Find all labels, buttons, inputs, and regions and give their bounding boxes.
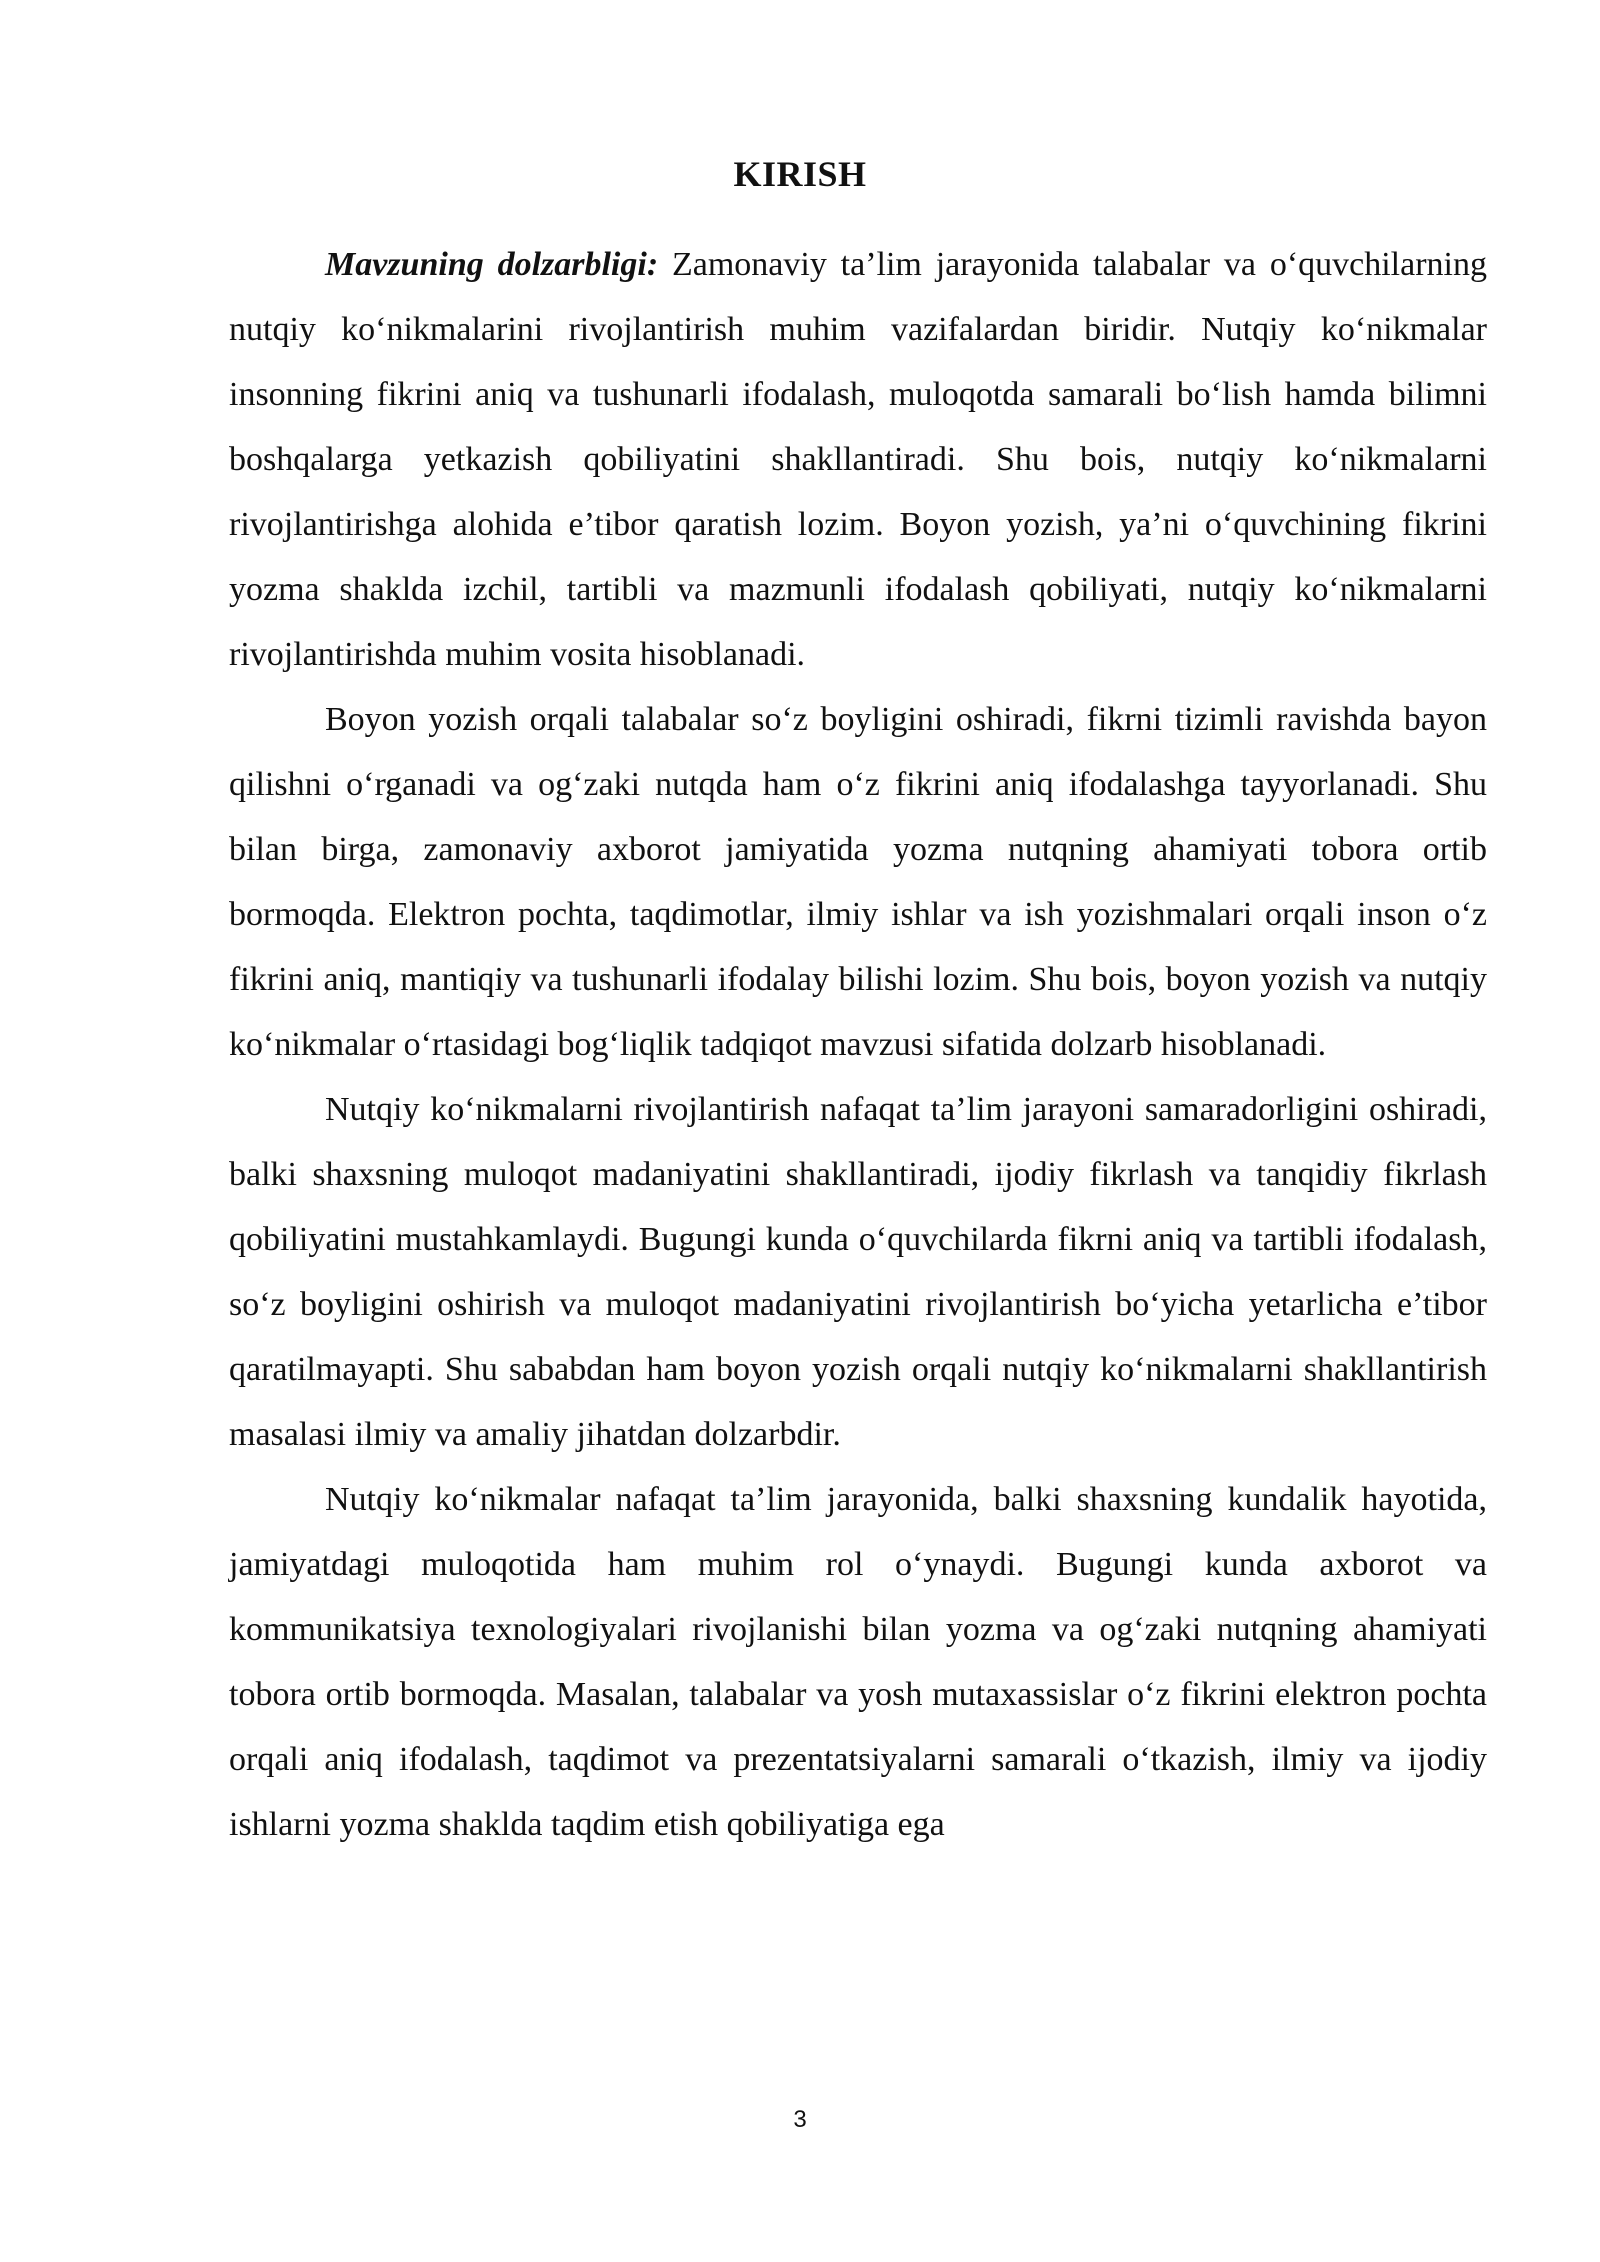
- body-text: [229, 232, 1487, 1857]
- paragraph: Boyon yozish orqali talabalar so‘z boyligini oshiradi, fikrni tizimli ravishda bayon qilishni o‘rganadi va og‘zaki nutqda ham o‘z fikrini aniq ifodalashga tayyorlanadi. Shu bilan birga, zamonaviy axborot jamiyatida yozma nutqning ahamiyati tobora ortib bormoqda. Elektron pochta, taqdimotlar, ilmiy ishlar va ish yozishmalari orqali inson o‘z fikrini aniq, mantiqiy va tushunarli ifodalay bilishi lozim. Shu bois, boyon yozish va nutqiy ko‘nikmalar o‘rtasidagi bog‘liqlik tadqiqot mavzusi sifatida dolzarb hisoblanadi.: [229, 701, 1487, 1063]
- paragraph: Nutqiy ko‘nikmalar nafaqat ta’lim jarayonida, balki shaxsning kundalik hayotida, jamiyatdagi muloqotida ham muhim rol o‘ynaydi. Bugungi kunda axborot va kommunikatsiya texnologiyalari rivojlanishi bilan yozma va og‘zaki nutqning ahamiyati tobora ortib bormoqda. Masalan, talabalar va yosh mutaxassislar o‘z fikrini elektron pochta orqali aniq ifodalash, taqdimot va prezentatsiyalarni samarali o‘tkazish, ilmiy va ijodiy ishlarni yozma shaklda taqdim etish qobiliyatiga ega: [229, 1481, 1487, 1843]
- page-number: 3: [793, 2106, 807, 2133]
- paragraph-text: Zamonaviy ta’lim jarayonida talabalar va o‘quvchilarning nutqiy ko‘nikmalarini rivojlantirish muhim vazifalardan biridir. Nutqiy ko‘nikmalar insonning fikrini aniq va tushunarli ifodalash, muloqotda samarali bo‘lish hamda bilimni boshqalarga yetkazish qobiliyatini shakllantiradi. Shu bois, nutqiy ko‘nikmalarni rivojlantirishga alohida e’tibor qaratish lozim. Boyon yozish, ya’ni o‘quvchining fikrini yozma shaklda izchil, tartibli va mazmunli ifodalash qobiliyati, nutqiy ko‘nikmalarni rivojlantirishda muhim vosita hisoblanadi.: [229, 246, 1487, 673]
- paragraph-lead: Mavzuning dolzarbligi:: [325, 246, 659, 283]
- section-title: KIRISH: [733, 154, 867, 194]
- paragraph: Nutqiy ko‘nikmalarni rivojlantirish nafaqat ta’lim jarayoni samaradorligini oshiradi, balki shaxsning muloqot madaniyatini shakllantiradi, ijodiy fikrlash va tanqidiy fikrlash qobiliyatini mustahkamlaydi. Bugungi kunda o‘quvchilarda fikrni aniq va tartibli ifodalash, so‘z boyligini oshirish va muloqot madaniyatini rivojlantirish bo‘yicha yetarlicha e’tibor qaratilmayapti. Shu sababdan ham boyon yozish orqali nutqiy ko‘nikmalarni shakllantirish masalasi ilmiy va amaliy jihatdan dolzarbdir.: [229, 1091, 1487, 1453]
- paragraph-relevance: [229, 232, 1487, 687]
